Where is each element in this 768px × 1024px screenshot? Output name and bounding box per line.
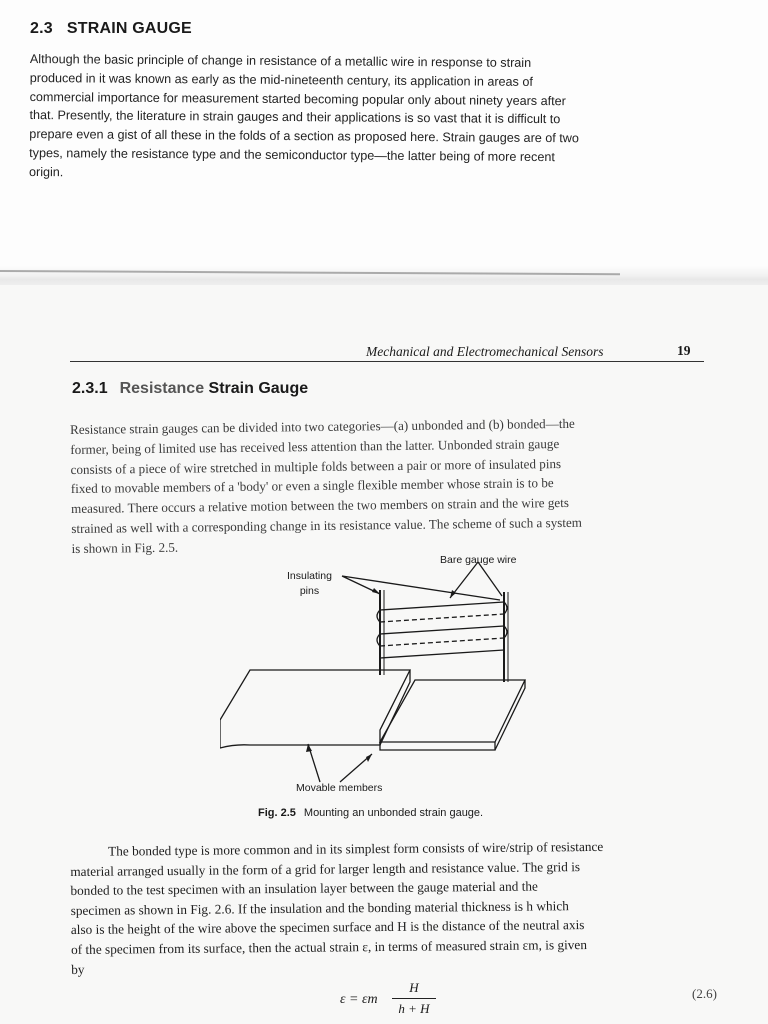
gauge-wire-fold-1 [380,602,504,610]
figure-caption [258,807,483,819]
paragraph-line: strained as well with a corresponding change in its resistance value. The scheme of such a system [71,514,583,536]
paragraph-line: is shown in Fig. 2.5. [71,539,179,556]
paragraph-line: measured. There occurs a relative motion between the two members on strain and the wire gets [70,495,570,517]
header-rule [70,361,704,362]
gauge-wire-fold-3 [380,626,504,634]
subsection-title-part1: Resistance [119,380,205,397]
paragraph-line: The bonded type is more common and in its simplest form consists of wire/strip of resistance [108,838,604,859]
leader-movable-members [308,744,372,782]
strain-gauge-diagram [220,550,560,800]
leader-bare-wire [450,562,502,598]
paragraph-bonded [70,836,721,979]
paragraph-unbonded [70,412,712,558]
fraction-bar [392,998,436,999]
page-number: 19 [677,343,691,358]
label-insulating-pins [287,569,332,599]
caption-number: Fig. 2.5 [258,807,296,819]
paragraph-line: Resistance strain gauges can be divided into two categories—(a) unbonded and (b) bonded—the [70,415,575,437]
paragraph-line: commercial importance for measurement started becoming popular only about ninety years after [29,89,566,108]
section-title: STRAIN GAUGE [66,20,192,37]
gauge-wire-fold-2 [380,614,504,622]
arrowhead [366,754,372,762]
leader-insulating-pins [342,576,500,600]
paragraph-line: produced in it was known as early as the mid-nineteenth century, its application in areas of [29,70,533,89]
left-movable-member [220,670,410,748]
label-insulating-line1: Insulating [287,570,332,582]
caption-text: Mounting an unbonded strain gauge. [303,807,484,819]
arrowhead [372,588,380,594]
equation-numerator: H [409,980,419,995]
equation-number: (2.6) [692,986,717,1001]
running-head: Mechanical and Electromechanical Sensors [366,344,604,359]
label-movable-members: Movable members [296,782,383,794]
subsection-number: 2.3.1 [72,380,108,397]
paragraph-line: types, namely the resistance type and the semiconductor type—the latter being of more recent [29,145,555,165]
paragraph-line: fixed to movable members of a 'body' or even a single flexible member whose strain is to be [70,475,554,497]
label-insulating-line2: pins [299,585,320,597]
paragraph-line: former, being of limited use has received less attention than the latter. Unbonded strain gauge [70,435,560,457]
equation-fraction [392,980,436,1017]
label-bare-gauge-wire: Bare gauge wire [440,554,517,566]
gauge-wire-fold-5 [380,650,504,658]
subsection-title-part2: Strain Gauge [208,380,309,397]
paragraph-line: that. Presently, the literature in strain gauges and their applications is so vast that it is difficult to [29,108,561,127]
figure-unbonded-strain-gauge [220,550,560,800]
equation-denominator: h + H [398,1001,430,1016]
section-heading [30,20,192,38]
equation-lhs: ε = εm [340,992,378,1007]
gauge-wire-fold-4 [380,638,504,646]
paragraph-line: Although the basic principle of change in resistance of a metallic wire in response to strain [29,51,532,70]
paragraph-line: also is the height of the wire above the specimen surface and H is the distance of the neutral axis [70,917,585,938]
paragraph-line: by [71,961,85,977]
subsection-heading [72,380,308,398]
paragraph-line: origin. [28,164,64,180]
paragraph-line: consists of a piece of wire stretched in multiple folds between a pair or more of insulated pins [70,455,562,477]
paragraph-line: of the specimen from its surface, then the actual strain ε, in terms of measured strain εm, is given [70,937,588,957]
paragraph-line: bonded to the test specimen with an insulation layer between the gauge material and the [70,878,538,899]
section-intro-paragraph [29,50,702,187]
paragraph-line: prepare even a gist of all these in the folds of a section as proposed here. Strain gauges are of two [29,127,579,146]
section-number: 2.3 [30,20,53,37]
paragraph-line: material arranged usually in the form of a grid for larger length and resistance value. The grid is [70,858,581,879]
right-member-front [380,742,495,750]
paragraph-line: specimen as shown in Fig. 2.6. If the insulation and the bonding material thickness is h which [70,897,569,918]
